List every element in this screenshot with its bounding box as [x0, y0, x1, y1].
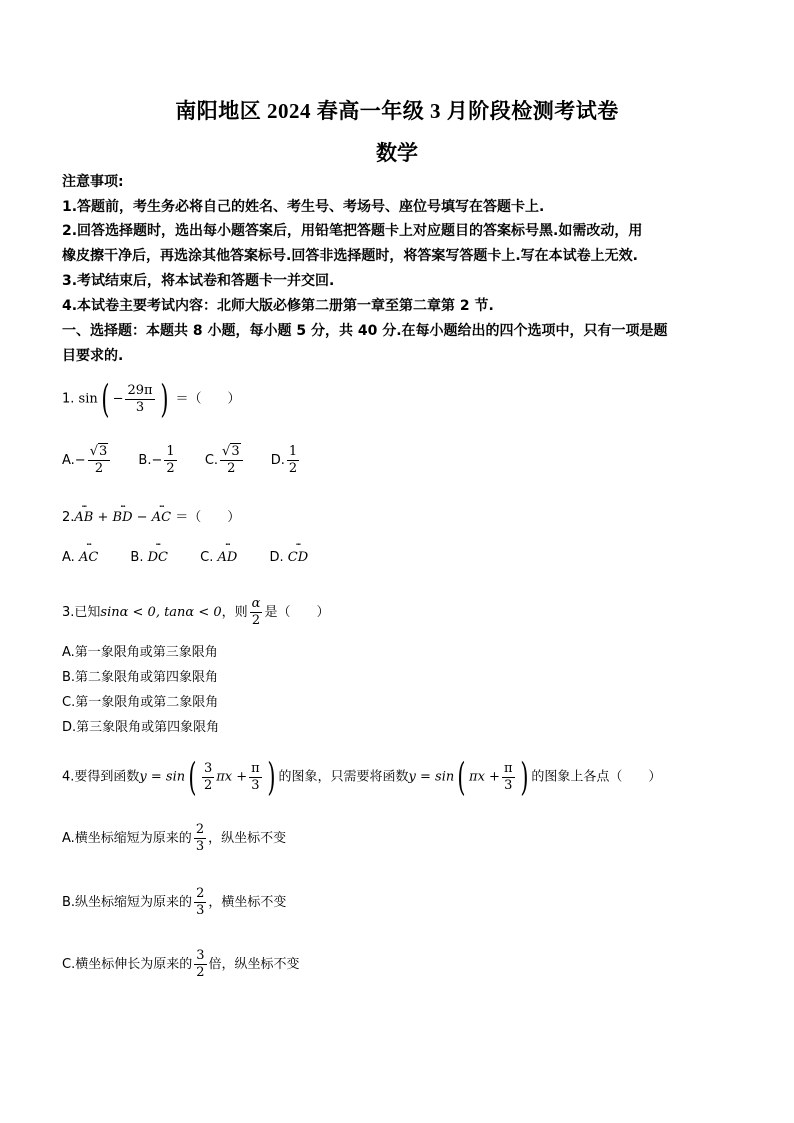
q1-tail: ＝（ ）: [175, 391, 241, 407]
note-item-1: 1.答题前，考生务必将自己的姓名、考生号、考场号、座位号填写在答题卡上.: [62, 199, 545, 215]
q1-option-b: [138, 444, 178, 477]
q2-d-vector: ꞏꞏꞏ CD: [288, 550, 308, 565]
sqrt-symbol: √3: [222, 444, 240, 459]
q2-tail: ＝（ ）: [175, 510, 241, 525]
q1-option-a: [62, 444, 112, 477]
question-4: [62, 755, 662, 799]
q2-options: [62, 550, 308, 565]
q4-f1-phase: [249, 761, 262, 794]
q4-f1-left-paren: (: [188, 755, 197, 799]
q4-f1-right-paren: ): [267, 755, 276, 799]
q4-option-c: [62, 948, 300, 981]
q1-a-fraction: [88, 444, 111, 477]
q1-a-label: A.: [62, 453, 75, 468]
q2-minus: −: [136, 510, 148, 525]
q3-prefix: 3.已知: [62, 605, 101, 620]
q1-c-label: C.: [204, 453, 219, 468]
q4-c-den: 2: [196, 965, 205, 980]
q3-option-a: A.第一象限角或第三象限角: [62, 645, 218, 660]
q4-mid: 的图象，只需要将函数: [278, 769, 409, 785]
exam-title: 南阳地区 2024 春高一年级 3 月阶段检测考试卷: [175, 99, 619, 123]
q1-c-fraction: [220, 444, 243, 477]
q1-number: 1.: [62, 391, 75, 407]
q1-c-num: [220, 444, 243, 461]
note-item-2: 2.回答选择题时，选出每小题答案后，用铅笔把答题卡上对应题目的答案标号黑.如需改动，用: [62, 223, 643, 239]
q1-d-den: 2: [288, 461, 298, 476]
q4-c-text: C.横坐标伸长为原来的: [62, 957, 193, 972]
q4-f2-phase-num: π: [503, 760, 513, 776]
q2-b-vector: ꞏꞏꞏ DC: [148, 550, 168, 565]
q4-func1-lhs: y = sin: [139, 769, 186, 785]
q1-right-paren: ): [159, 377, 169, 421]
q1-d-label: D.: [270, 453, 285, 468]
q2-plus: +: [97, 510, 109, 525]
q4-c-post: 倍，纵坐标不变: [208, 957, 300, 972]
q4-b-fraction: [194, 886, 206, 919]
q1-b-sign: −: [151, 453, 163, 468]
q1-frac-den: 3: [135, 399, 145, 415]
q4-c-num: 3: [196, 948, 205, 963]
sqrt-symbol: √3: [89, 444, 108, 459]
note-item-2-cont: 橡皮擦干净后，再选涂其他答案标号.回答非选择题时，将答案写答题卡上.写在本试卷上无效.: [62, 248, 638, 264]
q3-tail: 是（ ）: [264, 605, 330, 620]
q4-a-den: 3: [195, 839, 205, 854]
notes-heading: 注意事项:: [62, 174, 124, 190]
q3-frac-num: α: [251, 596, 261, 611]
q2-number: 2.: [62, 510, 75, 525]
q4-c-fraction: [194, 948, 206, 981]
question-3: [62, 596, 329, 629]
q1-frac-num: 29π: [127, 382, 153, 398]
q4-a-post: ，纵坐标不变: [208, 831, 287, 846]
q3-fraction: [250, 596, 263, 629]
q2-vector-bd: ꞏꞏꞏ BD: [113, 508, 133, 528]
q4-f1-phase-den: 3: [251, 777, 260, 793]
section-heading-line-2: 目要求的.: [62, 348, 124, 364]
q4-f1-coef-den: 2: [203, 777, 213, 793]
q1-c-rad: 3: [231, 444, 240, 459]
q1-a-rad: 3: [99, 444, 108, 459]
q1-left-paren: (: [101, 377, 110, 421]
q2-option-a: [62, 550, 98, 565]
q2-option-c: [200, 550, 237, 565]
q4-f2-right-paren: ): [519, 755, 528, 799]
q1-c-den: 2: [227, 461, 236, 476]
q1-a-sign: −: [74, 453, 86, 468]
q1-b-label: B.: [138, 453, 152, 468]
q4-f1-coef: [202, 761, 214, 794]
q2-b-label: B.: [130, 550, 144, 565]
q3-option-c: C.第一象限角或第二象限角: [62, 695, 219, 710]
q4-option-b: [62, 886, 286, 919]
q2-vector-ac: ꞏꞏꞏ AC: [152, 508, 171, 528]
q1-d-num: 1: [288, 444, 298, 459]
q2-c-label: C.: [200, 550, 214, 565]
q4-tail: 的图象上各点（ ）: [531, 769, 662, 785]
q4-b-den: 3: [196, 903, 205, 918]
q4-b-post: ，横坐标不变: [208, 895, 287, 910]
q4-option-a: [62, 822, 286, 855]
q4-f1-phase-num: π: [251, 760, 260, 776]
q2-d-label: D.: [269, 550, 284, 565]
q1-b-num: 1: [166, 444, 175, 459]
q3-option-b: B.第二象限角或第四象限角: [62, 670, 219, 685]
q4-b-num: 2: [196, 886, 205, 901]
q4-f2-mid: πx +: [469, 769, 500, 785]
q2-c-vector: ꞏꞏꞏ AD: [218, 550, 238, 565]
q1-func: sin: [78, 391, 98, 407]
q1-fraction: [125, 383, 154, 416]
q1-option-d: [271, 444, 301, 477]
q3-option-d: D.第三象限角或第四象限角: [62, 720, 220, 735]
q2-vector-ab: ꞏꞏꞏ AB: [74, 508, 93, 528]
q4-f2-phase: [502, 761, 515, 794]
note-item-4: 4.本试卷主要考试内容：北师大版必修第二册第一章至第二章第 2 节.: [62, 298, 494, 314]
subject-title: 数学: [376, 141, 418, 165]
q4-f2-phase-den: 3: [504, 777, 513, 793]
question-1: [62, 377, 241, 421]
q2-option-d: [269, 550, 308, 565]
q1-a-num: [88, 444, 111, 461]
q4-b-text: B.纵坐标缩短为原来的: [62, 895, 193, 910]
note-item-3: 3.考试结束后，将本试卷和答题卡一并交回.: [62, 273, 335, 289]
q1-options: [62, 444, 301, 477]
q1-a-den: 2: [94, 461, 104, 476]
q4-f1-mid: πx +: [216, 769, 248, 785]
q2-a-vector: ꞏꞏꞏ AC: [79, 550, 98, 565]
q4-a-fraction: [194, 822, 206, 855]
q1-option-c: [205, 444, 245, 477]
q4-a-num: 2: [195, 822, 205, 837]
q1-b-fraction: [164, 444, 176, 477]
q3-mid: ，则: [221, 605, 248, 620]
q1-minus: −: [112, 391, 124, 407]
q4-func2-lhs: y = sin: [408, 769, 455, 785]
q2-option-b: [130, 550, 168, 565]
q4-a-text: A.横坐标缩短为原来的: [62, 831, 192, 846]
q4-f1-coef-num: 3: [203, 760, 213, 776]
q3-condition: sinα < 0, tanα < 0: [100, 605, 222, 620]
q1-b-den: 2: [166, 461, 175, 476]
q2-a-label: A.: [62, 550, 75, 565]
section-heading-line-1: 一、选择题：本题共 8 小题，每小题 5 分，共 40 分.在每小题给出的四个选项中，只有一项是题: [62, 323, 668, 339]
q1-d-fraction: [287, 444, 299, 477]
q4-f2-left-paren: (: [457, 755, 466, 799]
q4-prefix: 4.要得到函数: [62, 769, 140, 785]
question-2: [62, 508, 240, 528]
q3-frac-den: 2: [251, 613, 261, 628]
